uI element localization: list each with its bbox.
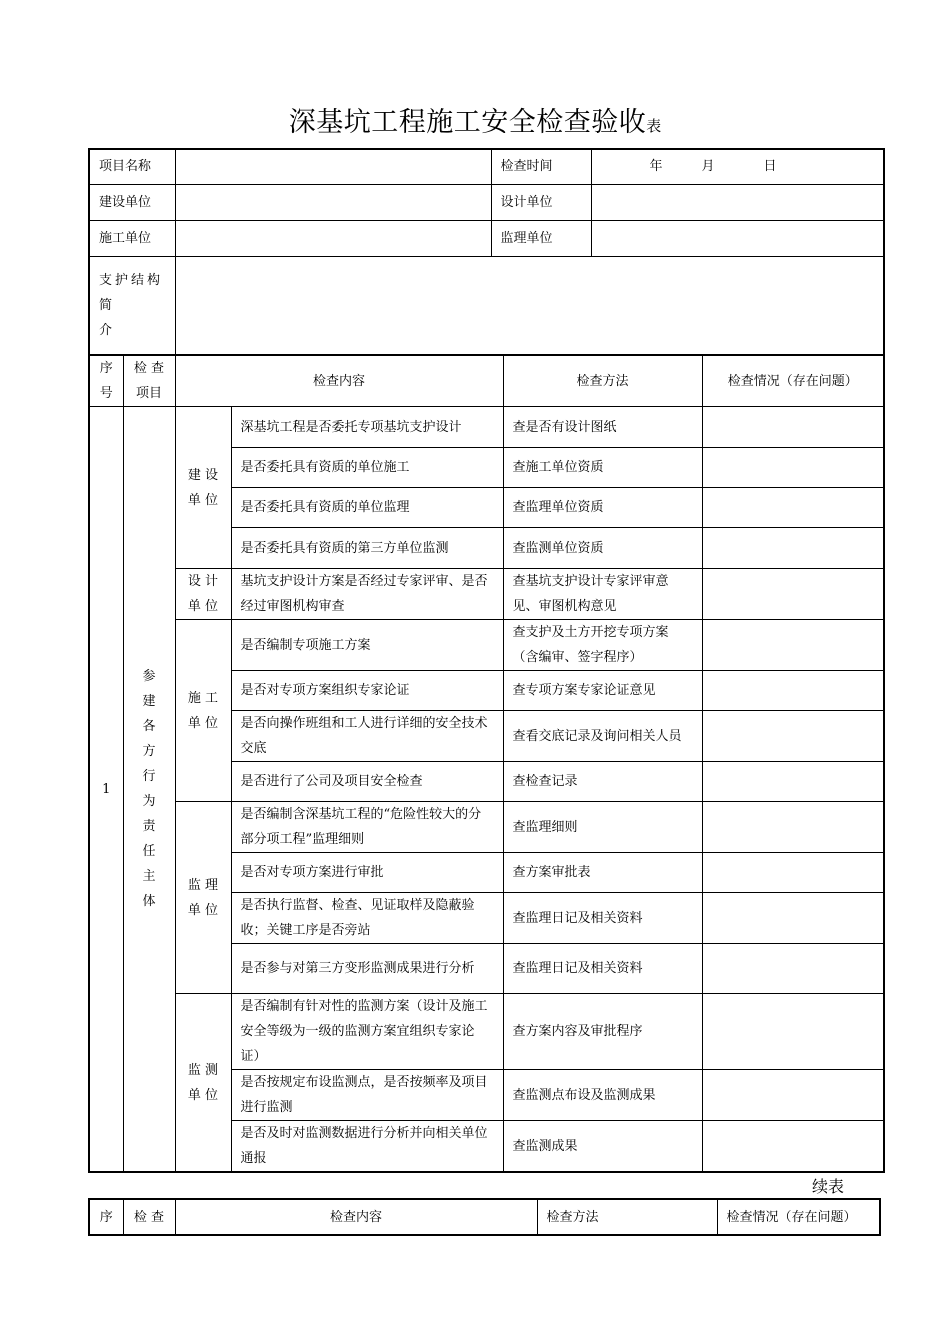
month-label: 月 — [701, 159, 715, 175]
check-method: 查监测点布设及监测成果 — [503, 1070, 702, 1121]
unit-label-1: 建 设 — [187, 467, 219, 483]
check-content: 是否按规定布设监测点，是否按频率及项目进行监测 — [231, 1070, 503, 1121]
construction-org-label: 建设单位 — [89, 184, 175, 220]
check-content: 是否编制含深基坑工程的“危险性较大的分部分项工程”监理细则 — [231, 802, 503, 853]
col-content-header: 检查内容 — [175, 355, 503, 407]
unit-label-1: 监 测 — [187, 1062, 219, 1078]
check-status-field[interactable] — [702, 802, 884, 853]
check-content: 深基坑工程是否委托专项基坑支护设计 — [231, 407, 503, 448]
check-status-field[interactable] — [702, 620, 884, 671]
category-char: 主 — [142, 869, 156, 884]
table-row — [89, 569, 884, 620]
check-status-field[interactable] — [702, 407, 884, 448]
table-row — [89, 407, 884, 448]
check-method: 查方案审批表 — [503, 853, 702, 893]
unit-label-2: 单 位 — [187, 599, 219, 614]
col-item-header — [123, 355, 175, 407]
check-status-field[interactable] — [702, 893, 884, 944]
check-time-label: 检查时间 — [491, 149, 591, 184]
check-content: 是否进行了公司及项目安全检查 — [231, 762, 503, 802]
check-status-field[interactable] — [702, 1070, 884, 1121]
category-char: 责 — [142, 819, 156, 834]
section-number: 1 — [89, 407, 123, 1173]
day-label: 日 — [763, 159, 777, 175]
col-item-1: 检 查 — [133, 361, 165, 376]
check-content: 是否编制有针对性的监测方案（设计及施工安全等级为一级的监测方案宜组织专家论证） — [231, 994, 503, 1070]
category-char: 为 — [142, 794, 156, 809]
unit-label-1: 施 工 — [187, 690, 219, 706]
category-char: 各 — [142, 719, 156, 734]
check-content: 是否及时对监测数据进行分析并向相关单位通报 — [231, 1121, 503, 1173]
check-status-field[interactable] — [702, 488, 884, 528]
support-intro-field[interactable] — [175, 256, 884, 355]
check-content: 是否委托具有资质的第三方单位监测 — [231, 528, 503, 569]
check-status-field[interactable] — [702, 944, 884, 994]
unit-monitor — [175, 994, 231, 1173]
table-row — [89, 994, 884, 1070]
check-table — [88, 354, 885, 1173]
unit-builder — [175, 620, 231, 802]
continued-label: 续表 — [812, 1177, 845, 1196]
category-char: 建 — [142, 694, 156, 709]
table-row — [89, 620, 884, 671]
check-status-field[interactable] — [702, 853, 884, 893]
check-content: 基坑支护设计方案是否经过专家评审、是否经过审图机构审查 — [231, 569, 503, 620]
check-status-field[interactable] — [702, 1121, 884, 1173]
unit-design — [175, 569, 231, 620]
check-method: 查监测成果 — [503, 1121, 702, 1173]
unit-label-2: 单 位 — [187, 902, 219, 918]
col-seq-header — [89, 355, 123, 407]
table-row — [89, 802, 884, 853]
check-content: 是否委托具有资质的单位监理 — [231, 488, 503, 528]
supervisor-label: 监理单位 — [491, 220, 591, 256]
check-status-field[interactable] — [702, 569, 884, 620]
builder-field[interactable] — [175, 220, 491, 256]
project-name-field[interactable] — [175, 149, 491, 184]
title-main: 深基坑工程施工安全检查验收 — [288, 107, 647, 138]
support-intro-label-line1: 支护结构 — [99, 272, 164, 288]
section-category — [123, 407, 175, 1173]
category-char: 方 — [142, 744, 156, 759]
check-method: 查监理日记及相关资料 — [503, 893, 702, 944]
check-content: 是否委托具有资质的单位施工 — [231, 448, 503, 488]
col-seq-1: 序 — [99, 361, 113, 376]
cont-col-content: 检查内容 — [175, 1199, 537, 1235]
column-header-row — [89, 355, 884, 407]
check-status-field[interactable] — [702, 448, 884, 488]
unit-label-2: 单 位 — [187, 715, 219, 731]
category-char: 参 — [142, 669, 156, 684]
title-suffix: 表 — [646, 117, 662, 135]
check-content: 是否向操作班组和工人进行详细的安全技术交底 — [231, 711, 503, 762]
builder-label: 施工单位 — [89, 220, 175, 256]
col-seq-2: 号 — [99, 386, 113, 401]
cont-col-item: 检 查 — [123, 1199, 175, 1235]
check-method: 查监测单位资质 — [503, 528, 702, 569]
check-status-field[interactable] — [702, 711, 884, 762]
check-method: 查看交底记录及询问相关人员 — [503, 711, 702, 762]
unit-label-2: 单 位 — [187, 492, 219, 508]
col-status-header: 检查情况（存在问题） — [702, 355, 884, 407]
design-org-label: 设计单位 — [491, 184, 591, 220]
check-method: 查监理细则 — [503, 802, 702, 853]
check-method: 查支护及土方开挖专项方案（含编审、签字程序） — [503, 620, 702, 671]
check-method: 查基坑支护设计专家评审意见、审图机构意见 — [503, 569, 702, 620]
support-intro-label — [89, 256, 175, 355]
category-char: 体 — [142, 894, 156, 909]
check-method: 查专项方案专家论证意见 — [503, 671, 702, 711]
check-content: 是否执行监督、检查、见证取样及隐蔽验收；关键工序是否旁站 — [231, 893, 503, 944]
unit-supervisor — [175, 802, 231, 994]
design-org-field[interactable] — [591, 184, 884, 220]
category-char: 任 — [142, 844, 156, 859]
check-content: 是否对专项方案进行审批 — [231, 853, 503, 893]
check-status-field[interactable] — [702, 994, 884, 1070]
cont-col-method: 检查方法 — [537, 1199, 717, 1235]
unit-label-2: 单 位 — [187, 1087, 219, 1103]
unit-label-1: 监 理 — [187, 877, 219, 893]
supervisor-field[interactable] — [591, 220, 884, 256]
continued-table — [88, 1198, 881, 1236]
unit-construction — [175, 407, 231, 569]
col-item-2: 项目 — [135, 386, 162, 401]
check-method: 查监理单位资质 — [503, 488, 702, 528]
project-name-label: 项目名称 — [89, 149, 175, 184]
check-status-field[interactable] — [702, 671, 884, 711]
construction-org-field[interactable] — [175, 184, 491, 220]
check-content: 是否编制专项施工方案 — [231, 620, 503, 671]
category-char: 行 — [142, 769, 156, 784]
check-content: 是否参与对第三方变形监测成果进行分析 — [231, 944, 503, 994]
col-method-header: 检查方法 — [503, 355, 702, 407]
document-title — [0, 100, 950, 139]
check-method: 查施工单位资质 — [503, 448, 702, 488]
cont-col-seq: 序 — [89, 1199, 123, 1235]
support-intro-label-line2: 简介 — [99, 297, 141, 338]
check-method: 查方案内容及审批程序 — [503, 994, 702, 1070]
check-time-field[interactable] — [591, 149, 884, 184]
check-method: 查是否有设计图纸 — [503, 407, 702, 448]
check-status-field[interactable] — [702, 762, 884, 802]
check-status-field[interactable] — [702, 528, 884, 569]
check-method: 查监理日记及相关资料 — [503, 944, 702, 994]
check-method: 查检查记录 — [503, 762, 702, 802]
check-content: 是否对专项方案组织专家论证 — [231, 671, 503, 711]
unit-label-1: 设 计 — [187, 574, 219, 589]
cont-col-status: 检查情况（存在问题） — [717, 1199, 880, 1235]
project-info-table — [88, 148, 885, 356]
year-label: 年 — [649, 159, 663, 175]
